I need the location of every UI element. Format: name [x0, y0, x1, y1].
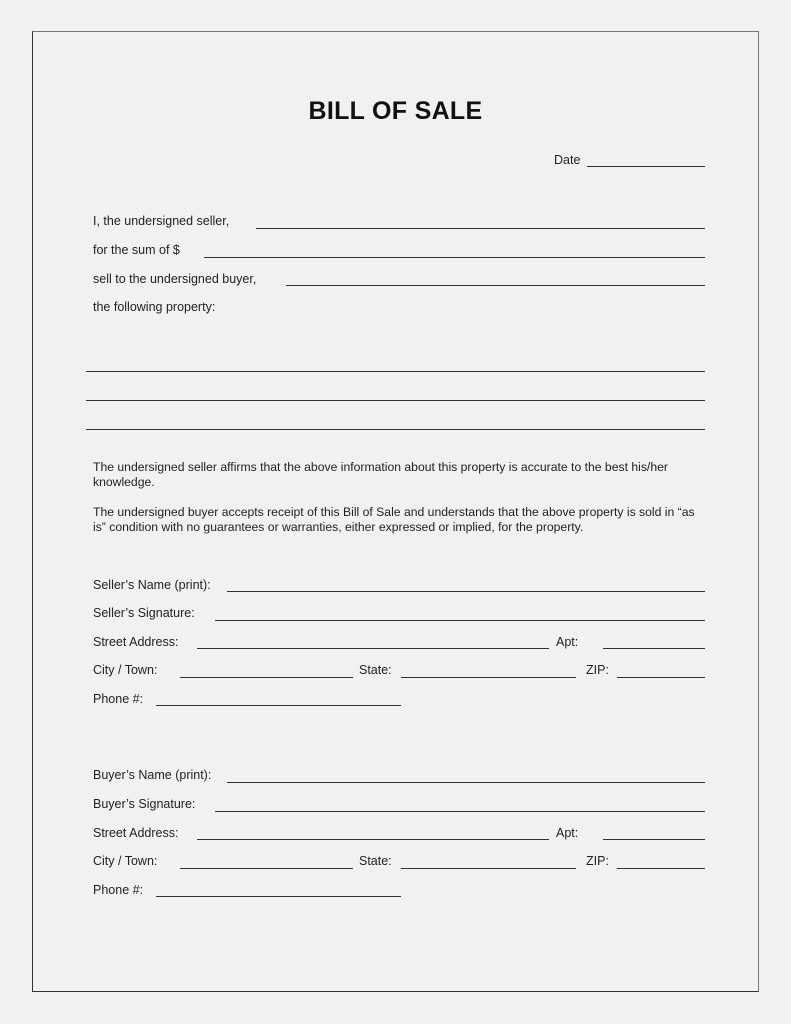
- date-label: Date: [554, 153, 581, 167]
- buyer-phone-label: Phone #:: [93, 883, 144, 897]
- date-field[interactable]: [587, 166, 705, 167]
- seller-zip-label: ZIP:: [586, 663, 609, 677]
- buyer-street-field[interactable]: [197, 839, 549, 840]
- sum-label: for the sum of $: [93, 243, 180, 257]
- seller-city-field[interactable]: [180, 677, 353, 678]
- seller-street-field[interactable]: [197, 648, 549, 649]
- buyer-zip-field[interactable]: [617, 868, 705, 869]
- seller-signature-field[interactable]: [215, 620, 705, 621]
- seller-state-label: State:: [359, 663, 392, 677]
- seller-phone-field[interactable]: [156, 705, 401, 706]
- buyer-state-field[interactable]: [401, 868, 576, 869]
- seller-street-label: Street Address:: [93, 635, 179, 649]
- buyer-intro-field[interactable]: [286, 285, 705, 286]
- seller-zip-field[interactable]: [617, 677, 705, 678]
- buyer-apt-field[interactable]: [603, 839, 705, 840]
- buyer-state-label: State:: [359, 854, 392, 868]
- seller-phone-label: Phone #:: [93, 692, 144, 706]
- buyer-phone-field[interactable]: [156, 896, 401, 897]
- buyer-intro-label: sell to the undersigned buyer,: [93, 272, 257, 286]
- buyer-city-field[interactable]: [180, 868, 353, 869]
- seller-city-label: City / Town:: [93, 663, 158, 677]
- buyer-accept-text: The undersigned buyer accepts receipt of this Bill of Sale and understands that the above property is sold in “as is” condition with no guarantees or warranties, either expressed or implied, for the property.: [93, 505, 695, 534]
- seller-apt-field[interactable]: [603, 648, 705, 649]
- buyer-signature-label: Buyer’s Signature:: [93, 797, 196, 811]
- property-label: the following property:: [93, 300, 216, 314]
- seller-affirm-text: The undersigned seller affirms that the above information about this property is accurate to the best his/her knowledge.: [93, 460, 668, 489]
- buyer-zip-label: ZIP:: [586, 854, 609, 868]
- buyer-city-label: City / Town:: [93, 854, 158, 868]
- seller-signature-label: Seller’s Signature:: [93, 606, 195, 620]
- seller-intro-field[interactable]: [256, 228, 705, 229]
- buyer-street-label: Street Address:: [93, 826, 179, 840]
- seller-name-field[interactable]: [227, 591, 705, 592]
- seller-intro-label: I, the undersigned seller,: [93, 214, 230, 228]
- seller-name-label: Seller’s Name (print):: [93, 578, 211, 592]
- seller-state-field[interactable]: [401, 677, 576, 678]
- property-line-3[interactable]: [86, 429, 705, 430]
- buyer-apt-label: Apt:: [556, 826, 579, 840]
- buyer-name-field[interactable]: [227, 782, 705, 783]
- property-line-1[interactable]: [86, 371, 705, 372]
- sum-field[interactable]: [204, 257, 705, 258]
- property-line-2[interactable]: [86, 400, 705, 401]
- buyer-name-label: Buyer’s Name (print):: [93, 768, 212, 782]
- buyer-signature-field[interactable]: [215, 811, 705, 812]
- seller-apt-label: Apt:: [556, 635, 579, 649]
- document-title: BILL OF SALE: [308, 97, 483, 125]
